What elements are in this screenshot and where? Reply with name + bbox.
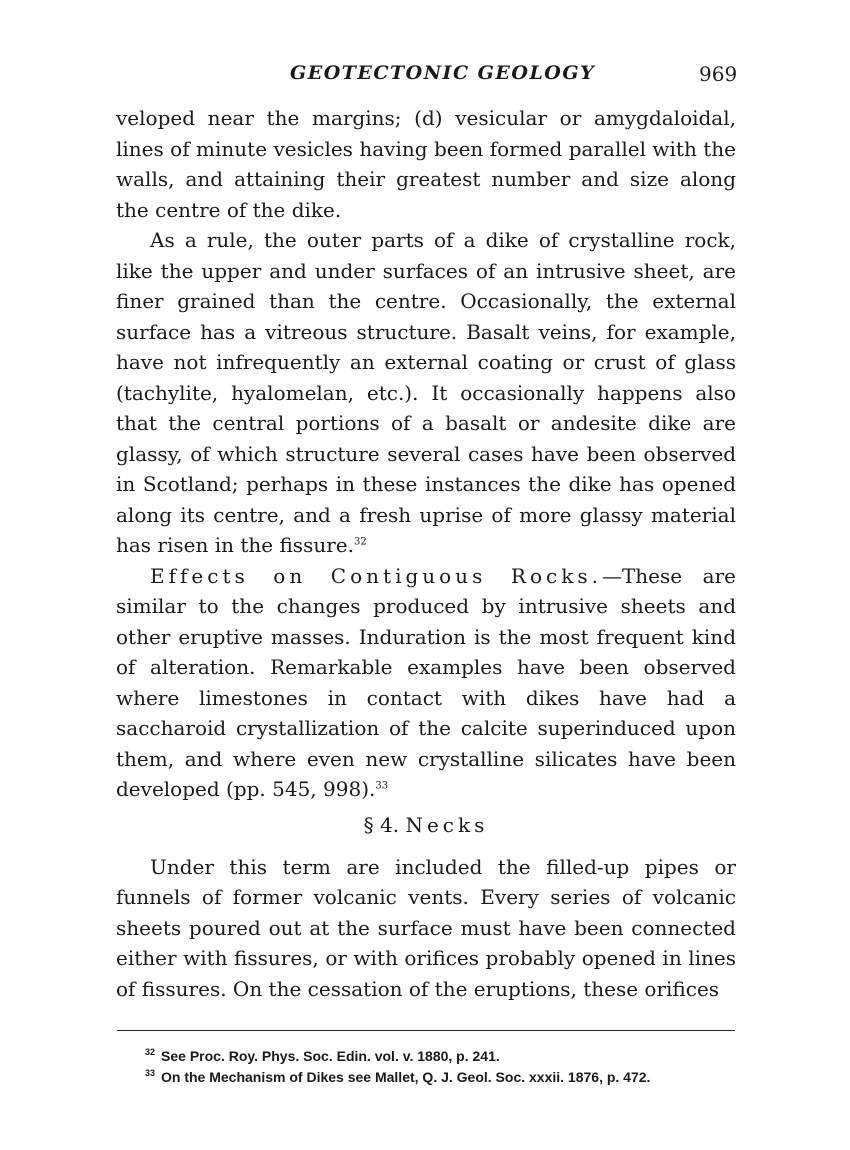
paragraph-text: veloped near the margins; (d) vesicular or amygdaloidal, lines of minute vesicles having been formed parallel with the walls, and attaining their greatest number and size along the centre of the dike. [116, 106, 736, 222]
section-title: Necks [405, 812, 489, 837]
footnote-reference: 32 [353, 536, 367, 548]
footnote-reference: 33 [375, 780, 389, 792]
paragraph-continuation [116, 103, 736, 225]
page-number: 969 [699, 62, 738, 86]
paragraph-text: As a rule, the outer parts of a dike of crystalline rock, like the upper and under surfaces of an intrusive sheet, are finer grained than the centre. Occasionally, the external surface has a vitreous structure. Basalt veins, for example, have not infrequently an external coating or crust of glass (tachylite, hyalomelan, etc.). It occasionally happens also that the central portions of a basalt or andesite dike are glassy, of which structure several cases have been observed in Scotland; perhaps in these instances the dike has opened along its centre, and a fresh uprise of more glassy material has risen in the fissure. [116, 228, 736, 557]
paragraph-necks [116, 852, 736, 1005]
footnotes [145, 1046, 745, 1088]
footnote-mark: 32 [145, 1047, 156, 1058]
footnote [145, 1046, 745, 1067]
paragraph-dike-texture [116, 225, 736, 561]
footnote-divider [117, 1030, 735, 1031]
section-sign: § 4. [363, 812, 400, 837]
side-heading: Effects on Contiguous Rocks. [150, 563, 602, 588]
paragraph-effects [116, 561, 736, 805]
body-text [116, 103, 736, 1004]
section-heading [116, 810, 736, 840]
footnote [145, 1067, 745, 1088]
footnote-text: On the Mechanism of Dikes see Mallet, Q. J. Geol. Soc. xxxii. 1876, p. 472. [161, 1069, 651, 1085]
paragraph-text: Under this term are included the filled-up pipes or funnels of former volcanic vents. Every series of volcanic sheets poured out at the surface must have been connected either with fissures, or with orifices probably opened in lines of fissures. On the cessation of the eruptions, these orifices [116, 854, 736, 1001]
footnote-mark: 33 [145, 1068, 156, 1079]
running-head: GEOTECTONIC GEOLOGY [290, 62, 596, 84]
paragraph-text: —These are similar to the changes produced by intrusive sheets and other eruptive masses. Induration is the most frequent kind of alteration. Remarkable examples have been observed where limestones in contact with dikes have had a saccharoid crystallization of the calcite superinduced upon them, and where even new crystalline silicates have been developed (pp. 545, 998). [116, 563, 736, 801]
footnote-text: See Proc. Roy. Phys. Soc. Edin. vol. v. 1880, p. 241. [161, 1048, 500, 1064]
